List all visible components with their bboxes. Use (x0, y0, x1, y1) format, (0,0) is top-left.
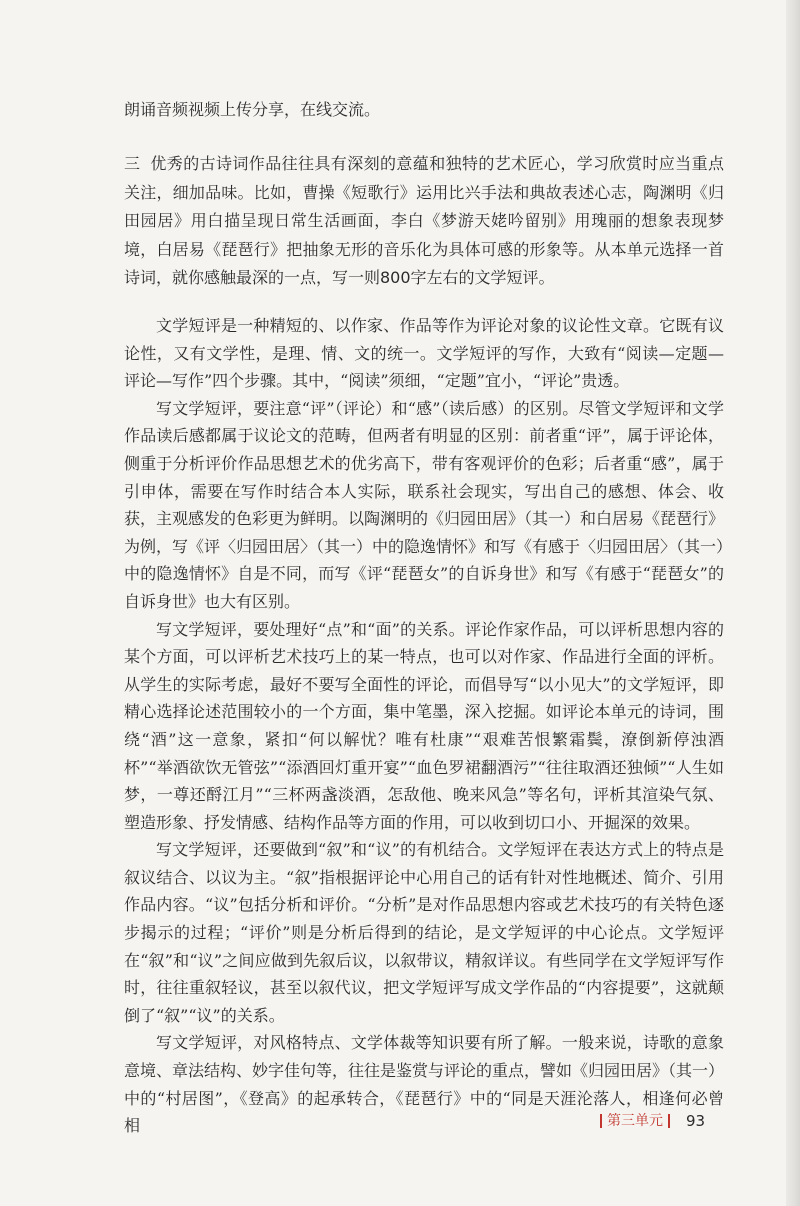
unit-label: 第三单元 (607, 1113, 663, 1129)
essay-body (124, 312, 724, 1140)
page-footer (600, 1111, 705, 1131)
essay-paragraph: 写文学短评，要处理好“点”和“面”的关系。评论作家作品，可以评析思想内容的某个方面，可以评析艺术技巧上的某一特点，也可以对作家、作品进行全面的评析。从学生的实际考虑，最好不要写全面性的评论，而倡导写“以小见大”的文学短评，即精心选择论述范围较小的一个方面，集中笔墨，深入挖掘。如评论本单元的诗词，围绕“酒”这一意象，紧扣“何以解忧？唯有杜康”“艰难苦恨繁霜鬓，潦倒新停浊酒杯”“举酒欲饮无管弦”“添酒回灯重开宴”“血色罗裙翻酒污”“往往取酒还独倾”“人生如梦，一尊还酹江月”“三杯两盏淡酒，怎敌他、晚来风急”等名句，评析其渲染气氛、塑造形象、抒发情感、结构作品等方面的作用，可以收到切口小、开掘深的效果。 (124, 619, 724, 832)
task-prompt (124, 150, 724, 293)
page-number: 93 (686, 1112, 706, 1130)
essay-paragraph: 文学短评是一种精短的、以作家、作品等作为评论对象的议论性文章。它既有议论性，又有文学性，是理、情、文的统一。文学短评的写作，大致有“阅读—定题—评论—写作”四个步骤。其中，“阅读”须细，“定题”宜小，“评论”贵透。 (124, 316, 724, 391)
footer-divider-left (600, 1114, 602, 1128)
task-text: 优秀的古诗词作品往往具有深刻的意蕴和独特的艺术匠心，学习欣赏时应当重点关注，细加品味。比如，曹操《短歌行》运用比兴手法和典故表述心志，陶渊明《归田园居》用白描呈现日常生活画面，李白《梦游天姥吟留别》用瑰丽的想象表现梦境，白居易《琵琶行》把抽象无形的音乐化为具体可感的形象等。从本单元选择一首诗词，就你感触最深的一点，写一则800字左右的文学短评。 (124, 154, 724, 287)
task-number: 三 (124, 154, 141, 173)
essay-paragraph: 写文学短评，要注意“评”（评论）和“感”（读后感）的区别。尽管文学短评和文学作品读后感都属于议论文的范畴，但两者有明显的区别：前者重“评”，属于评论体，侧重于分析评价作品思想艺术的优劣高下，带有客观评价的色彩；后者重“感”，属于引申体，需要在写作时结合本人实际，联系社会现实，写出自己的感想、体会、收获，主观感发的色彩更为鲜明。以陶渊明的《归园田居》（其一）和白居易《琵琶行》为例，写《评〈归园田居〉（其一）中的隐逸情怀》和写《有感于〈归园田居〉（其一）中的隐逸情怀》自是不同，而写《评“琵琶女”的自诉身世》和写《有感于“琵琶女”的自诉身世》也大有区别。 (124, 398, 725, 611)
essay-paragraph: 写文学短评，对风格特点、文学体裁等知识要有所了解。一般来说，诗歌的意象意境、章法结构、妙字佳句等，往往是鉴赏与评论的重点，譬如《归园田居》（其一）中的“村居图”，《登高》的起承转合，《琵琶行》中的“同是天涯沦落人，相逢何必曾相 (124, 1033, 725, 1136)
footer-divider-right (668, 1114, 670, 1128)
essay-paragraph: 写文学短评，还要做到“叙”和“议”的有机结合。文学短评在表达方式上的特点是叙议结合、以议为主。“叙”指根据评论中心用自己的话有针对性地概述、简介、引用作品内容。“议”包括分析和评价。“分析”是对作品思想内容或艺术技巧的有关特色逐步揭示的过程；“评价”则是分析后得到的结论，是文学短评的中心论点。文学短评在“叙”和“议”之间应做到先叙后议，以叙带议，精叙详议。有些同学在文学短评写作时，往往重叙轻议，甚至以叙代议，把文学短评写成文学作品的“内容提要”，这就颠倒了“叙”“议”的关系。 (124, 840, 724, 1025)
intro-line: 朗诵音频视频上传分享，在线交流。 (124, 100, 381, 119)
page-edge-shadow (786, 0, 800, 1206)
